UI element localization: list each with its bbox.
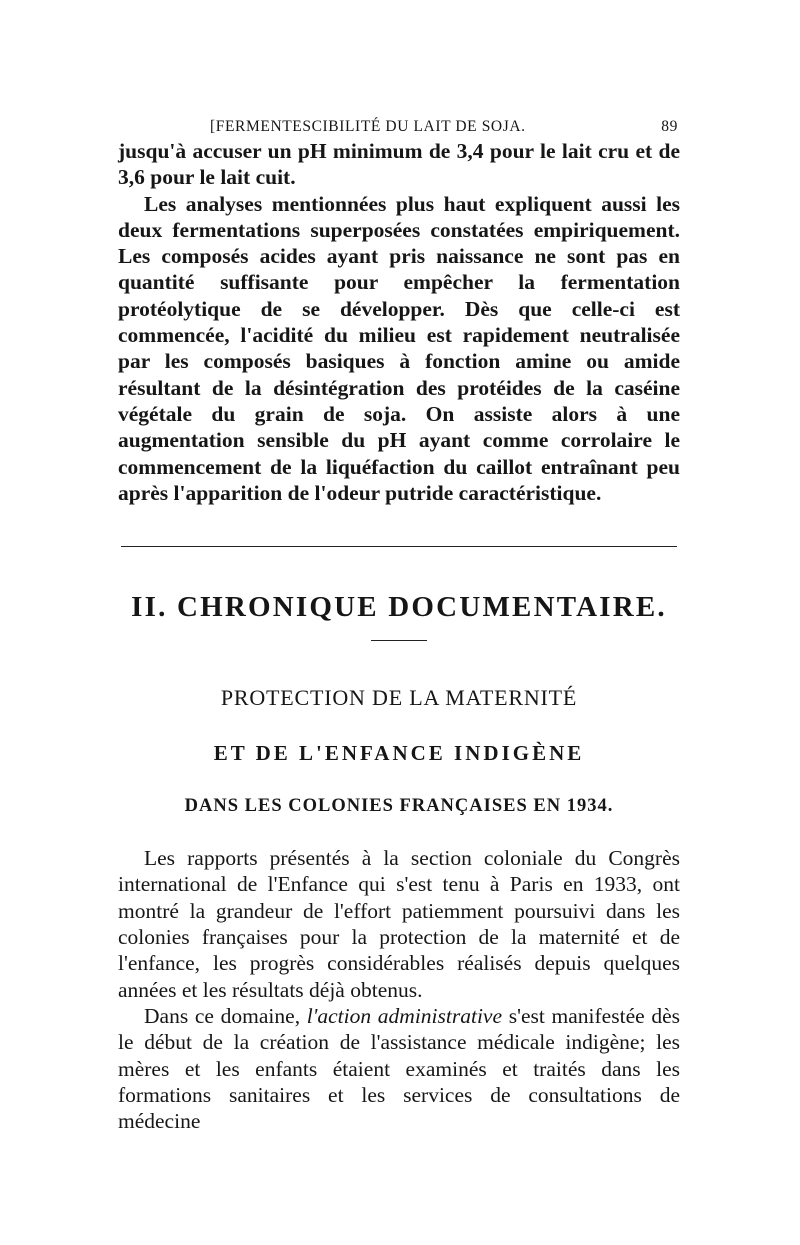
title-ornament-rule [371, 640, 427, 641]
section-divider [121, 546, 677, 547]
page-number: 89 [661, 118, 678, 135]
article-paragraph-2-rest: s'est manifestée dès le début de la création de l'assistance médicale indigène; les mères et les enfants étaient examinés et traités dans les formations sanitaires et les services de consultations de médecine [118, 1003, 681, 1134]
article-paragraph-2-start: Dans ce domaine, [144, 1003, 307, 1028]
article-title-line-2: ET DE L'ENFANCE INDIGÈNE [213, 741, 585, 766]
running-title: [FERMENTESCIBILITÉ DU LAIT DE SOJA. [210, 118, 526, 135]
article-paragraph-2 [118, 1003, 680, 1134]
running-header [118, 112, 680, 138]
article-paragraph-1: Les rapports présentés à la section coloniale du Congrès international de l'Enfance qui s'est tenu à Paris en 1933, ont montré la grandeur de l'effort patiemment poursuivi dans les colonies françaises pour la protection de la maternité et de l'enfance, les progrès considérables réalisés depuis quelques années et les résultats déjà obtenus. [118, 846, 680, 1002]
intro-text [118, 138, 680, 506]
article-body [118, 845, 680, 1134]
article-title-line-3: DANS LES COLONIES FRANÇAISES EN 1934. [184, 796, 614, 817]
article-title-line-1: PROTECTION DE LA MATERNITÉ [220, 685, 578, 711]
document-page [118, 112, 680, 1134]
intro-paragraph-1: jusqu'à accuser un pH minimum de 3,4 pour le lait cru et de 3,6 pour le lait cuit. [118, 139, 680, 190]
article-paragraph-2-italic: l'action administrative [306, 1003, 503, 1028]
section-title: II. CHRONIQUE DOCUMENTAIRE. [131, 591, 667, 624]
intro-paragraph-2: Les analyses mentionnées plus haut expliquent aussi les deux fermentations superposées constatées empiriquement. Les composés acides ayant pris naissance ne sont pas en quantité suffisante pour empêcher la fermentation protéolytique de se développer. Dès que celle-ci est commencée, l'acidité du milieu est rapidement neutralisée par les composés basiques à fonction amine ou amide résultant de la désintégration des protéides de la caséine végétale du grain de soja. On assiste alors à une augmentation sensible du pH ayant comme corrolaire le commencement de la liquéfaction du caillot entraînant peu après l'apparition de l'odeur putride caractéristique. [118, 191, 680, 505]
